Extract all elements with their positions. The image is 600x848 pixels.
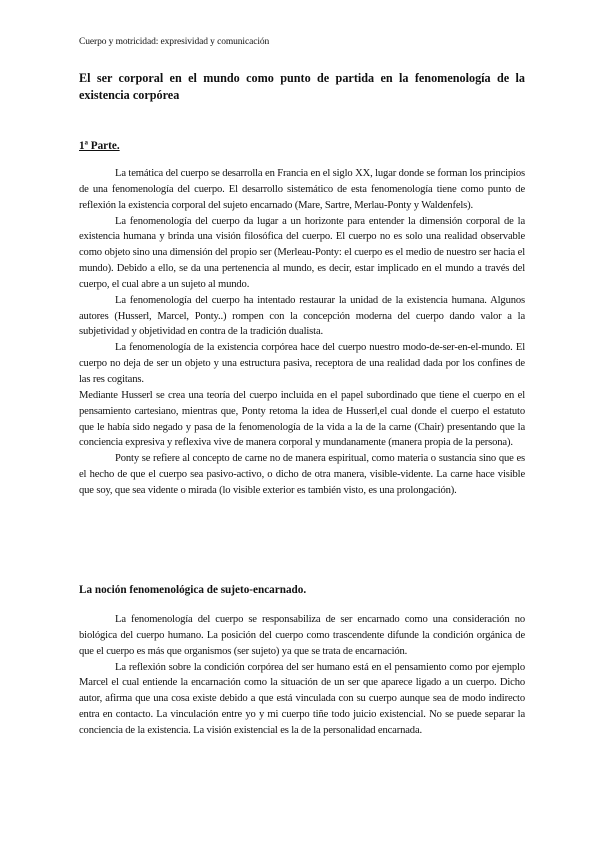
document-title: El ser corporal en el mundo como punto de partida en la fenomenología de la existencia corpórea <box>79 71 525 102</box>
document-page <box>79 0 525 848</box>
paragraph: Mediante Husserl se crea una teoría del cuerpo incluida en el papel subordinado que tiene el cuerpo en el pensamiento cartesiano, mientras que, Ponty retoma la idea de Husserl,el cual donde el cuerpo el estatuto que le había sido negado y pasa de la fenomenología de la vida a la de la carne (Chair) presentando que la conciencia expresiva y reflexiva vive de manera corporal y mundanamente (manera propia de la persona). <box>79 389 525 449</box>
section-heading-sujeto-encarnado: La noción fenomenológica de sujeto-encarnado. <box>79 584 307 596</box>
paragraph: Ponty se refiere al concepto de carne no de manera espiritual, como materia o sustancia sino que es el hecho de que el cuerpo sea pasivo-activo, o dicho de otra manera, visible-vidente. La carne hace visible que soy, que sea vidente o mirada (lo visible exterior es también visto, es una prolongación). <box>79 453 525 496</box>
paragraph: La fenomenología de la existencia corpórea hace del cuerpo nuestro modo-de-ser-en-el-mundo. El cuerpo no deja de ser un objeto y una estructura pasiva, receptora de una realidad dada por los confines de las res cogitans. <box>79 342 525 385</box>
paragraph: La fenomenología del cuerpo se responsabiliza de ser encarnado como una consideración no biológica del cuerpo humano. La posición del cuerpo como trascendente difunde la condición orgánica de que el cuerpo es más que organismos (ser sujeto) ya que se trata de encarnación. <box>79 614 525 657</box>
section-1-body <box>79 166 525 499</box>
section-heading-part-1: 1ª Parte. <box>79 140 120 152</box>
paragraph: La fenomenología del cuerpo ha intentado restaurar la unidad de la existencia humana. Algunos autores (Husserl, Marcel, Ponty..) rompen con la concepción moderna del cuerpo dando valor a la subjetividad y objetividad en contra de la tradición dualista. <box>79 294 525 338</box>
paragraph: La fenomenología del cuerpo da lugar a un horizonte para entender la dimensión corporal de la existencia humana y brinda una visión filosófica del cuerpo. El cuerpo no es solo una realidad observable como objeto sino una dimensión del propio ser (Merleau-Ponty: el cuerpo es el medio de nuestro ser hacia el mundo). Debido a ello, se da una pertenencia al mundo, es decir, estar implicado en el mundo a través del cuerpo, el cual abre a un sujeto al mundo. <box>79 215 525 290</box>
section-2-body <box>79 612 525 739</box>
running-header: Cuerpo y motricidad: expresividad y comunicación <box>79 37 270 47</box>
paragraph: La reflexión sobre la condición corpórea del ser humano está en el pensamiento como por ejemplo Marcel el cual entiende la encarnación como la situación de un ser que aparece ligado a un cuerpo. Dicho autor, afirma que una cosa existe debido a que está vinculada con su cuerpo aunque sea de modo indirecto entra en contacto. La vinculación entre yo y mi cuerpo tiñe todo juicio existencial. No se puede separar la conciencia de la existencia. La visión existencial es la de la personalidad encarnada. <box>79 661 525 736</box>
paragraph: La temática del cuerpo se desarrolla en Francia en el siglo XX, lugar donde se forman los principios de una fenomenología del cuerpo. El desarrollo sistemático de esta fenomenología tiene como punto de reflexión la existencia corporal del sujeto encarnado (Mare, Sartre, Merlau-Ponty y Waldenfels). <box>79 168 525 211</box>
